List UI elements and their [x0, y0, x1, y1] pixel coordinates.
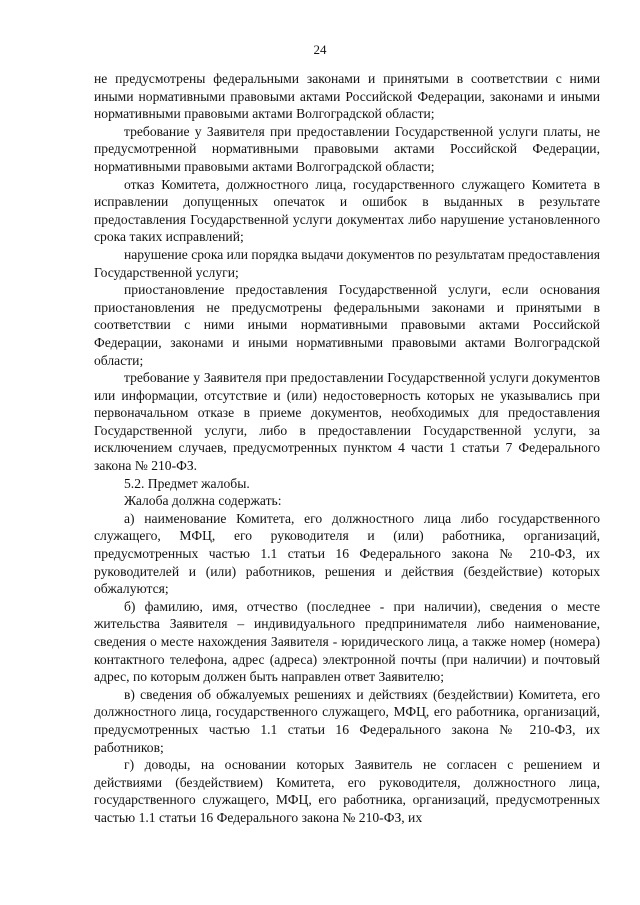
paragraph-continuation: не предусмотрены федеральными законами и принятыми в соответствии с ними иными нормативными правовыми актами Российской Федерации, законами и иными нормативными правовыми актами Волгоградской области;: [94, 71, 600, 122]
document-body: [94, 70, 600, 827]
paragraph-correction-refusal: отказ Комитета, должностного лица, государственного служащего Комитета в исправлении допущенных опечаток и ошибок в выданных в результате предоставления Государственной услуги документах либо нарушение установленного срока таких исправлений;: [94, 176, 600, 245]
list-item-g: г) доводы, на основании которых Заявитель не согласен с решением и действиями (бездействием) Комитета, его руководителя, должностного лица, государственного служащего, МФЦ, его работника, организаций, предусмотренных частью 1.1 статьи 16 Федерального закона № 210-ФЗ, их: [94, 757, 600, 825]
section-heading-5-2: 5.2. Предмет жалобы.: [124, 475, 250, 491]
paragraph-complaint-contents: Жалоба должна содержать:: [124, 493, 282, 509]
paragraph-document-requirement: требование у Заявителя при предоставлении Государственной услуги документов или информации, отсутствие и (или) недостоверность которых не указывались при первоначальном отказе в приеме документов, необходимых для предоставления Государственной услуги, либо в предоставлении Государственной услуги, за исключением случаев, предусмотренных пунктом 4 части 1 статьи 7 Федерального закона № 210-ФЗ.: [94, 370, 600, 474]
list-item-v: в) сведения об обжалуемых решениях и действиях (бездействии) Комитета, его должностного лица, государственного служащего, МФЦ, его работника, организаций, предусмотренных частью 1.1 статьи 16 Федерального закона № 210-ФЗ, их работников;: [94, 686, 600, 755]
list-item-a: а) наименование Комитета, его должностного лица либо государственного служащего, МФЦ, его руководителя и (или) работника, организаций, предусмотренных частью 1.1 статьи 16 Федерального закона № 210-ФЗ, их руководителей и (или) работников, решения и действия (бездействие) которых обжалуются;: [94, 510, 600, 597]
paragraph-issue-deadline: нарушение срока или порядка выдачи документов по результатам предоставления Государственной услуги;: [94, 246, 600, 280]
paragraph-suspension: приостановление предоставления Государственной услуги, если основания приостановления не предусмотрены федеральными законами и принятыми в соответствии с ними иными нормативными правовыми актами Российской Федерации, законами и иными нормативными правовыми актами Волгоградской области;: [94, 282, 600, 368]
list-item-b: б) фамилию, имя, отчество (последнее - при наличии), сведения о месте жительства Заявителя – индивидуального предпринимателя либо наименование, сведения о месте нахождения Заявителя - юридического лица, а также номер (номера) контактного телефона, адрес (адреса) электронной почты (при наличии) и почтовый адрес, по которым должен быть направлен ответ Заявителю;: [94, 598, 600, 685]
page-number: 24: [313, 42, 327, 57]
paragraph-fee-requirement: требование у Заявителя при предоставлении Государственной услуги платы, не предусмотренной нормативными правовыми актами Российской Федерации, нормативными правовыми актами Волгоградской области;: [94, 123, 600, 174]
